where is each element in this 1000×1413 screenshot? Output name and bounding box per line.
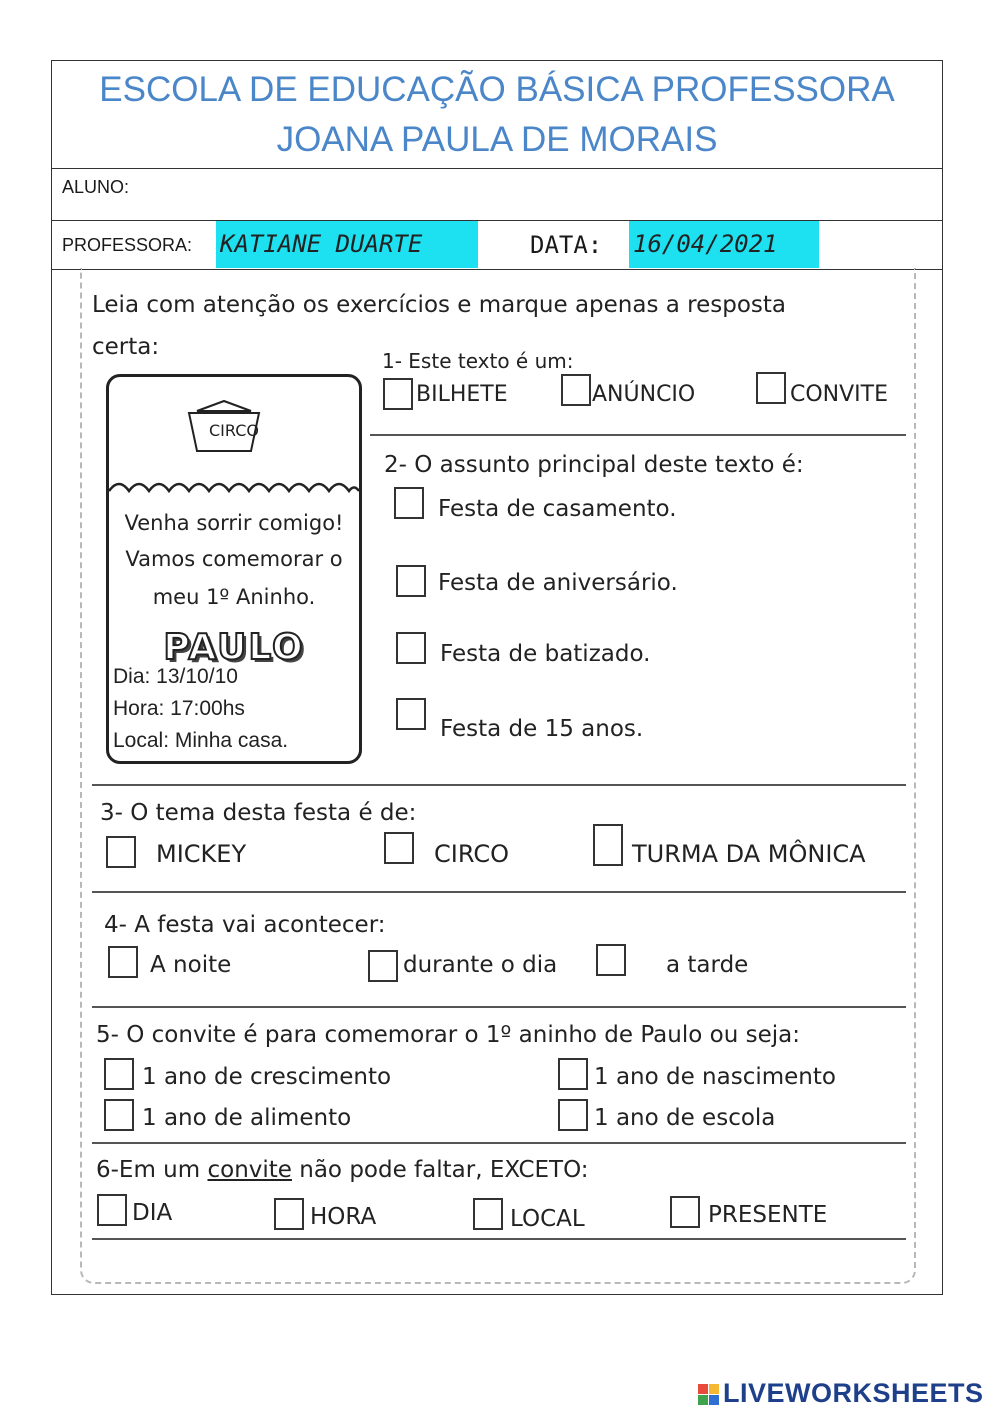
q4-checkbox-dia[interactable] (368, 950, 398, 982)
aluno-label: ALUNO: (62, 177, 130, 197)
separator (92, 891, 906, 893)
q1-option-anuncio: ANÚNCIO (592, 382, 696, 407)
instructions-line2: certa: (92, 334, 160, 360)
q2-option-3: Festa de batizado. (440, 641, 651, 667)
school-title-line1: ESCOLA DE EDUCAÇÃO BÁSICA PROFESSORA (99, 70, 895, 109)
data-value: 16/04/2021 (629, 221, 819, 268)
q4-checkbox-noite[interactable] (108, 946, 138, 978)
professora-row (52, 221, 942, 270)
q1-prompt: 1- Este texto é um: (382, 349, 574, 373)
q6-prompt-a: 6-Em um (96, 1157, 208, 1183)
q1-checkbox-anuncio[interactable] (561, 374, 591, 406)
q2-prompt: 2- O assunto principal deste texto é: (384, 452, 804, 478)
separator (92, 784, 906, 786)
q5-option-4: 1 ano de escola (594, 1105, 776, 1131)
q5-checkbox-4[interactable] (558, 1099, 588, 1131)
q1-checkbox-convite[interactable] (756, 372, 786, 404)
q6-prompt (96, 1157, 589, 1183)
q3-checkbox-circo[interactable] (384, 832, 414, 864)
q2-checkbox-2[interactable] (396, 565, 426, 597)
professora-value: KATIANE DUARTE (216, 221, 478, 268)
invite-line3: meu 1º Aninho. (152, 585, 316, 609)
q6-option-hora: HORA (310, 1204, 377, 1230)
data-label: DATA: (530, 231, 603, 259)
school-title (52, 61, 942, 169)
q6-checkbox-local[interactable] (473, 1198, 503, 1230)
q2-checkbox-1[interactable] (394, 487, 424, 519)
q5-checkbox-1[interactable] (104, 1058, 134, 1090)
q1-option-bilhete: BILHETE (416, 382, 508, 407)
q1-option-convite: CONVITE (790, 382, 889, 407)
q4-option-noite: A noite (150, 952, 232, 978)
q3-checkbox-mickey[interactable] (106, 836, 136, 868)
wave-divider (109, 473, 359, 501)
liveworksheets-logo-icon (698, 1384, 720, 1406)
instructions-line1: Leia com atenção os exercícios e marque apenas a resposta (92, 292, 787, 318)
q5-option-1: 1 ano de crescimento (142, 1064, 392, 1090)
invitation-card (106, 374, 362, 764)
q6-option-presente: PRESENTE (708, 1202, 828, 1228)
q5-checkbox-2[interactable] (558, 1058, 588, 1090)
q6-prompt-b: não pode faltar, EXCETO: (291, 1157, 589, 1183)
q5-option-2: 1 ano de nascimento (594, 1064, 836, 1090)
q6-option-dia: DIA (132, 1200, 173, 1226)
q2-option-1: Festa de casamento. (438, 496, 677, 522)
liveworksheets-logo[interactable] (698, 1378, 984, 1408)
separator (92, 1006, 906, 1008)
invite-line2: Vamos comemorar o (125, 547, 343, 571)
liveworksheets-logo-text: LIVEWORKSHEETS (723, 1378, 984, 1408)
q5-option-3: 1 ano de alimento (142, 1105, 352, 1131)
q6-option-local: LOCAL (510, 1206, 585, 1232)
q2-option-4: Festa de 15 anos. (440, 716, 644, 742)
professora-label: PROFESSORA: (62, 235, 193, 255)
q3-option-monica: TURMA DA MÔNICA (632, 840, 866, 868)
q3-option-mickey: MICKEY (156, 840, 247, 868)
invite-dia: Dia: 13/10/10 (113, 665, 238, 688)
q6-checkbox-dia[interactable] (97, 1194, 127, 1226)
q6-prompt-underlined: convite (207, 1157, 292, 1183)
q3-prompt: 3- O tema desta festa é de: (100, 800, 417, 826)
separator (92, 1142, 906, 1144)
q1-checkbox-bilhete[interactable] (383, 378, 413, 410)
invite-line1: Venha sorrir comigo! (124, 511, 344, 535)
invite-local: Local: Minha casa. (113, 729, 289, 752)
q6-checkbox-presente[interactable] (670, 1196, 700, 1228)
q2-option-2: Festa de aniversário. (438, 570, 678, 596)
q2-checkbox-3[interactable] (396, 632, 426, 664)
q4-checkbox-tarde[interactable] (596, 944, 626, 976)
q4-prompt: 4- A festa vai acontecer: (104, 912, 386, 938)
tent-label: CIRCO (209, 421, 259, 440)
q6-checkbox-hora[interactable] (274, 1198, 304, 1230)
aluno-row[interactable] (52, 169, 942, 221)
q3-checkbox-monica[interactable] (593, 824, 623, 866)
school-title-line2: JOANA PAULA DE MORAIS (276, 120, 718, 159)
q4-option-tarde: a tarde (666, 952, 749, 978)
separator (370, 434, 906, 436)
q3-option-circo: CIRCO (434, 840, 509, 868)
separator (92, 1238, 906, 1240)
q5-prompt: 5- O convite é para comemorar o 1º aninho de Paulo ou seja: (96, 1022, 800, 1048)
invite-hora: Hora: 17:00hs (113, 697, 245, 720)
q2-checkbox-4[interactable] (396, 698, 426, 730)
q4-option-dia: durante o dia (403, 952, 558, 978)
invite-name: PAULO (163, 627, 305, 668)
q5-checkbox-3[interactable] (104, 1099, 134, 1131)
